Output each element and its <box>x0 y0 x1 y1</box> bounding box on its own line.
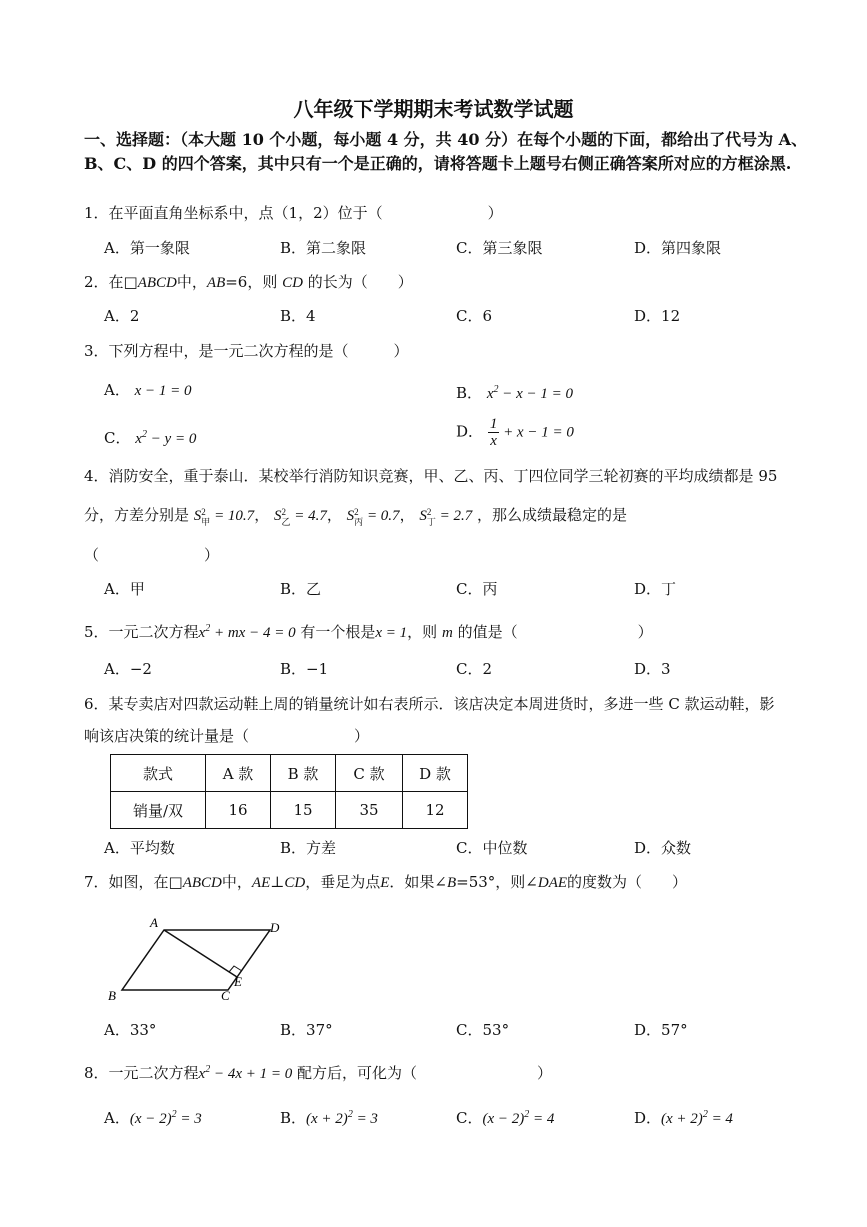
q2-text: 中， <box>176 273 207 291</box>
q5-option-a: A．−2 <box>104 660 152 678</box>
table-header-row <box>111 755 468 792</box>
q4-text: 分，方差分别是 <box>84 506 190 524</box>
equation: $(x + 2)^2 = 3$ <box>306 1109 378 1127</box>
q8-option-b <box>280 1105 378 1129</box>
table-cell: D 款 <box>403 755 468 792</box>
table-cell: A 款 <box>206 755 271 792</box>
label-a: A <box>150 915 158 930</box>
q5-text: ，则 <box>407 623 438 641</box>
q7-var: ABCD <box>182 875 222 891</box>
eq-exp: 2 <box>141 429 147 440</box>
option-label: B． <box>456 384 483 402</box>
q2-var: AB <box>206 275 226 291</box>
q7-var: DAE <box>537 875 568 891</box>
equation: $x^2$ + mx − 4 = 0 <box>198 623 296 641</box>
q7-text: 中， <box>221 873 252 891</box>
q2-option-a: A．2 <box>104 307 140 325</box>
parallelogram <box>122 930 270 990</box>
q4-option-b: B．乙 <box>280 580 322 598</box>
table-cell: 15 <box>271 792 336 829</box>
equation: $x^2 - 4x + 1 = 0$ <box>198 1064 293 1082</box>
q2-text: 2．在□ <box>84 273 138 291</box>
q8-option-c <box>456 1105 554 1129</box>
table-cell: 12 <box>403 792 468 829</box>
q7-text: =53°，则∠ <box>456 873 538 891</box>
table-cell: 35 <box>336 792 403 829</box>
option-label: B． <box>280 1109 307 1127</box>
q2-var: CD <box>282 275 303 291</box>
q7-option-b: B．37° <box>280 1021 333 1039</box>
root: x = 1 <box>375 625 408 641</box>
fraction <box>488 416 500 449</box>
eq-rest: − x − 1 = 0 <box>498 386 574 402</box>
label-d: D <box>270 920 280 935</box>
segment-ae <box>164 930 237 977</box>
q5-text: 的值是（ ） <box>457 623 653 641</box>
option-label: A． <box>104 1109 130 1127</box>
equation: $(x - 2)^2 = 3$ <box>129 1109 202 1127</box>
equation: $(x - 2)^2 = 4$ <box>482 1109 555 1127</box>
question-4-line-2 <box>84 505 627 527</box>
variance-ding: S 2 丁 = 2.7 <box>419 506 473 527</box>
fraction-denominator: x <box>490 433 497 449</box>
q8-text: 配方后，可化为（ ） <box>297 1064 553 1082</box>
section-heading: 一、选择题：（本大题 10 个小题，每小题 4 分，共 40 分）在每个小题的下面，都给出了代号为 A、B、C、D 的四个答案，其中只有一个是正确的，请将答题卡上题号右侧正确答案所对应的方框涂黑. <box>84 130 808 173</box>
question-4-line-3: （ ） <box>84 546 220 564</box>
eq-rest: + x − 1 = 0 <box>499 424 574 441</box>
q7-text: 的度数为（ ） <box>567 873 688 891</box>
question-2-stem <box>84 272 413 293</box>
question-6-line-1: 6．某专卖店对四款运动鞋上周的销量统计如右表所示．该店决定本周进货时，多进一些 C 款运动鞋，影 <box>84 695 775 713</box>
question-3-stem: 3．下列方程中，是一元二次方程的是（ ） <box>84 342 409 360</box>
q5-text: 有一个根是 <box>300 623 376 641</box>
q5-option-d: D．3 <box>634 660 671 678</box>
table-row <box>111 792 468 829</box>
q4-text: ，那么成绩最稳定的是 <box>477 506 628 524</box>
eq-var: x <box>135 431 142 447</box>
question-6-line-2: 响该店决策的统计量是（ ） <box>84 727 370 745</box>
table-cell: 款式 <box>111 755 206 792</box>
q7-var: CD <box>284 875 306 891</box>
q8-option-d <box>634 1105 733 1129</box>
separator: ， <box>326 506 342 524</box>
q1-option-d: D．第四象限 <box>634 239 722 257</box>
q1-option-b: B．第二象限 <box>280 239 367 257</box>
variance-bing: S 2 丙 = 0.7 <box>346 506 400 527</box>
label-b: B <box>108 988 116 1003</box>
eq-exp: 2 <box>493 384 499 395</box>
q4-option-c: C．丙 <box>456 580 498 598</box>
q6-option-a: A．平均数 <box>104 839 175 857</box>
q2-option-c: C．6 <box>456 307 493 325</box>
q3-option-a <box>104 380 192 401</box>
table-cell: C 款 <box>336 755 403 792</box>
q8-text: 8．一元二次方程 <box>84 1064 199 1082</box>
eq-rest: − y = 0 <box>146 431 197 447</box>
q3-option-c <box>104 425 196 449</box>
q5-text: 5．一元二次方程 <box>84 623 199 641</box>
q1-option-c: C．第三象限 <box>456 239 543 257</box>
table-cell: B 款 <box>271 755 336 792</box>
fraction-numerator: 1 <box>489 416 498 432</box>
q2-var: ABCD <box>137 275 177 291</box>
question-7-stem <box>84 872 687 893</box>
separator: ， <box>254 506 270 524</box>
variable-m: m <box>441 625 453 641</box>
question-8-stem <box>84 1060 552 1084</box>
equation: x − 1 = 0 <box>134 383 192 399</box>
q7-var: B <box>446 875 457 891</box>
equation <box>135 431 196 447</box>
option-label: D． <box>634 1109 662 1127</box>
q7-text: ，垂足为点 <box>305 873 381 891</box>
equation <box>487 386 573 402</box>
q1-option-a: A．第一象限 <box>104 239 190 257</box>
q5-option-b: B．−1 <box>280 660 329 678</box>
q7-option-c: C．53° <box>456 1021 510 1039</box>
sales-table <box>110 754 468 829</box>
question-1-stem: 1．在平面直角坐标系中，点（1，2）位于（ ） <box>84 204 503 222</box>
q5-option-c: C．2 <box>456 660 493 678</box>
label-c: C <box>221 988 230 1003</box>
q2-text: =6，则 <box>225 273 278 291</box>
option-label: C． <box>456 1109 483 1127</box>
q7-text: 7．如图，在□ <box>84 873 183 891</box>
q8-option-a <box>104 1105 202 1129</box>
q4-option-a: A．甲 <box>104 580 145 598</box>
question-4-line-1: 4．消防安全，重于泰山．某校举行消防知识竞赛，甲、乙、丙、丁四位同学三轮初赛的平均成绩都是 95 <box>84 467 778 485</box>
option-label: D． <box>456 422 484 441</box>
variance-yi: S 2 乙 = 4.7 <box>273 506 327 527</box>
label-e: E <box>234 974 242 989</box>
eq-var: x <box>486 386 494 402</box>
q3-option-b <box>456 380 573 404</box>
question-5-stem <box>84 619 653 643</box>
q3-option-d <box>456 416 574 449</box>
q7-var: AE <box>251 875 271 891</box>
q6-option-d: D．众数 <box>634 839 692 857</box>
q7-text: ⊥ <box>270 873 285 891</box>
page-title: 八年级下学期期末考试数学试题 <box>293 97 574 121</box>
q2-option-d: D．12 <box>634 307 681 325</box>
q6-option-c: C．中位数 <box>456 839 528 857</box>
q7-option-a: A．33° <box>104 1021 157 1039</box>
option-label: C． <box>104 429 131 447</box>
right-angle-mark <box>229 966 242 972</box>
q6-option-b: B．方差 <box>280 839 337 857</box>
q7-var: E <box>380 875 390 891</box>
option-label: A． <box>104 381 130 399</box>
q7-text: ．如果∠ <box>389 873 447 891</box>
parallelogram-figure <box>100 910 300 1010</box>
separator: ， <box>399 506 415 524</box>
q4-option-d: D．丁 <box>634 580 677 598</box>
q2-option-b: B．4 <box>280 307 316 325</box>
q7-option-d: D．57° <box>634 1021 688 1039</box>
table-cell: 16 <box>206 792 271 829</box>
equation: $(x + 2)^2 = 4$ <box>661 1109 733 1127</box>
variance-jia: S 2 甲 = 10.7 <box>193 506 255 527</box>
q2-text: 的长为（ ） <box>307 273 413 291</box>
table-cell: 销量/双 <box>111 792 206 829</box>
